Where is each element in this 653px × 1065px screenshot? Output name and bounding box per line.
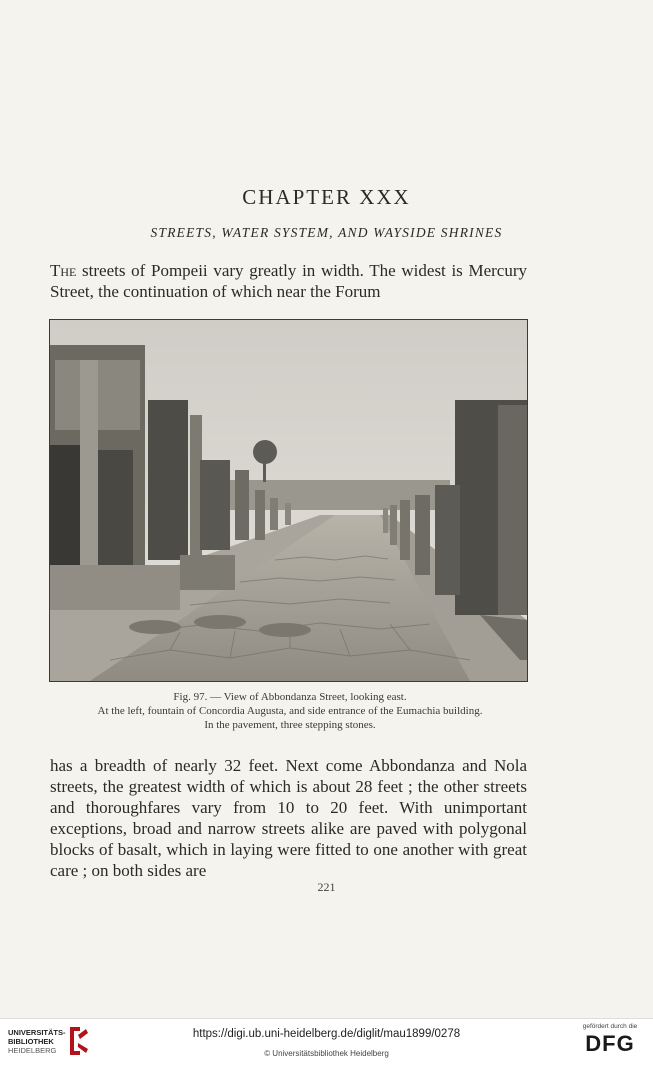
page-url-link[interactable]: https://digi.ub.uni-heidelberg.de/diglit/mau1899/0278: [192, 1028, 461, 1040]
caption-title: Fig. 97. — View of Abbondanza Street, looking east.: [173, 691, 407, 703]
dfg-logo[interactable]: [577, 1023, 643, 1061]
figure-caption: [40, 690, 540, 732]
paragraph-opening-text: streets of Pompeii vary greatly in width. The widest is Mercury Street, the continuation of which near the Forum: [50, 261, 527, 301]
dfg-funding-note: gefördert durch die: [582, 1023, 638, 1030]
lead-word: The: [50, 261, 77, 280]
library-name-line1: UNIVERSITÄTS-: [8, 1028, 66, 1037]
paragraph-opening: [50, 260, 527, 302]
copyright-text: © Universitätsbibliothek Heidelberg: [264, 1049, 389, 1058]
figure-photograph: [49, 319, 528, 682]
library-name-line3: HEIDELBERG: [8, 1046, 57, 1055]
caption-detail: At the left, fountain of Concordia Augusta, and side entrance of the Eumachia building.: [97, 705, 483, 717]
dfg-wordmark: DFG: [585, 1031, 635, 1056]
page-number: 221: [317, 880, 336, 894]
library-name-line2: BIBLIOTHEK: [8, 1037, 54, 1046]
paragraph-continued: [50, 755, 527, 881]
chapter-subtitle: STREETS, WATER SYSTEM, AND WAYSIDE SHRINES: [150, 225, 503, 240]
chapter-title: CHAPTER XXX: [242, 185, 411, 209]
viewer-footer: [0, 1018, 653, 1065]
street-photo: [50, 320, 527, 681]
caption-detail-2: In the pavement, three stepping stones.: [204, 719, 376, 731]
paragraph-continued-text: has a breadth of nearly 32 feet. Next come Abbondanza and Nola streets, the greatest width of which is about 28 feet ; the other streets and thoroughfares vary from 10 to 20 feet. With unimportant exceptions, broad and narrow streets alike are paved with polygonal blocks of basalt, which in laying were fitted to one another with great care ; on both sides are: [50, 756, 527, 880]
